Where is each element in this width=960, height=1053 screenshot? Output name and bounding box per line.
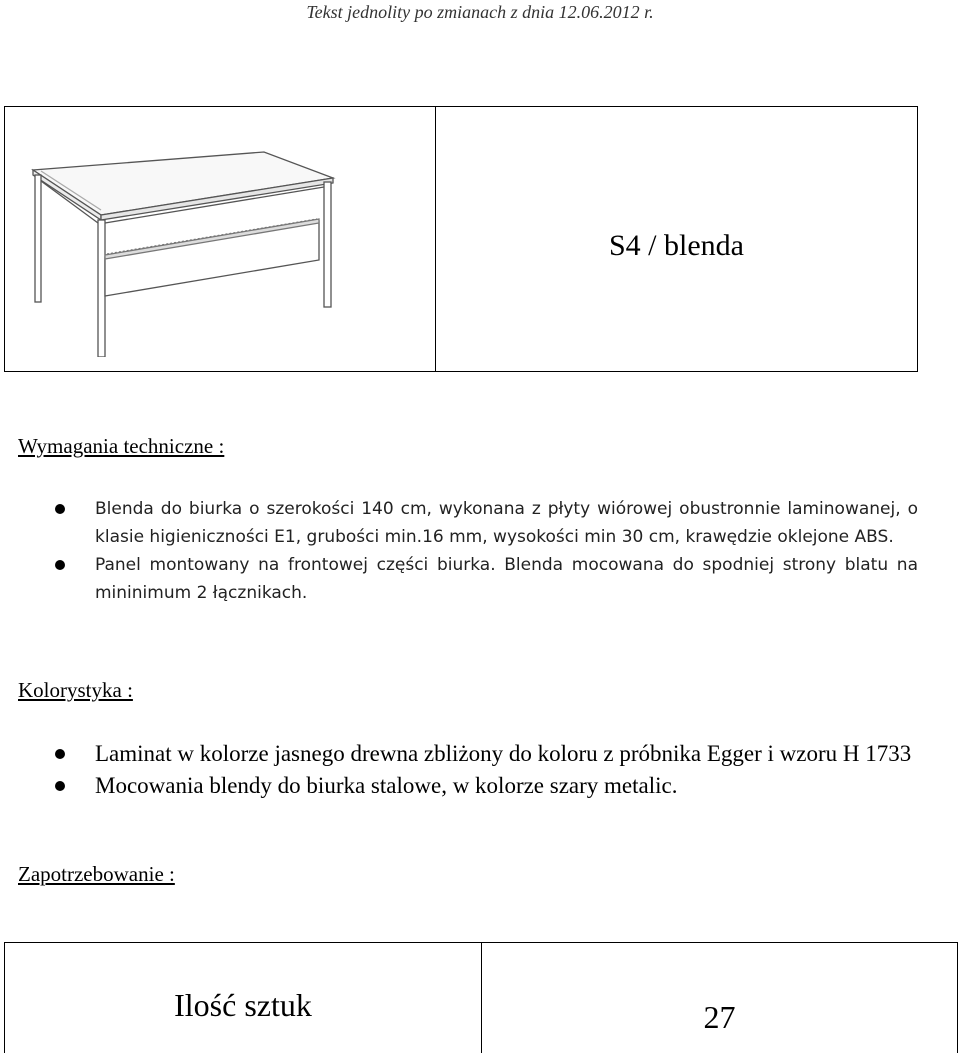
list-item (0, 772, 960, 800)
desk-drawing (23, 147, 423, 357)
technical-heading: Wymagania techniczne : (18, 434, 225, 458)
list-item (0, 740, 960, 768)
list-item (0, 495, 960, 551)
list-item-text: Mocowania blendy do biurka stalowe, w kolorze szary metalic. (95, 773, 678, 798)
item-header-table (4, 106, 918, 372)
quantity-divider (481, 943, 482, 1053)
bullet-icon (55, 504, 65, 514)
bullet-icon (55, 749, 65, 759)
colors-heading: Kolorystyka : (18, 678, 133, 702)
list-item (0, 551, 960, 607)
quantity-value: 27 (703, 999, 736, 1035)
bullet-icon (55, 560, 65, 570)
colors-list (0, 740, 960, 800)
list-item-text: Blenda do biurka o szerokości 140 cm, wykonana z płyty wiórowej obustronnie laminowanej, o klasie higieniczności E1, grubości min.16 mm, wysokości min 30 cm, krawędzie oklejone ABS. (95, 499, 918, 547)
quantity-table (4, 942, 958, 1053)
bullet-icon (55, 781, 65, 791)
technical-list (0, 495, 960, 607)
item-title: S4 / blenda (609, 229, 744, 262)
list-item-text: Laminat w kolorze jasnego drewna zbliżony do koloru z próbnika Egger i wzoru H 1733 (95, 741, 912, 766)
quantity-label: Ilość sztuk (174, 987, 312, 1023)
document-header-note: Tekst jednolity po zmianach z dnia 12.06.2012 r. (306, 2, 654, 22)
list-item-text: Panel montowany na frontowej części biurka. Blenda mocowana do spodniej strony blatu na mininimum 2 łącznikach. (95, 555, 918, 603)
requirement-heading: Zapotrzebowanie : (18, 862, 175, 886)
